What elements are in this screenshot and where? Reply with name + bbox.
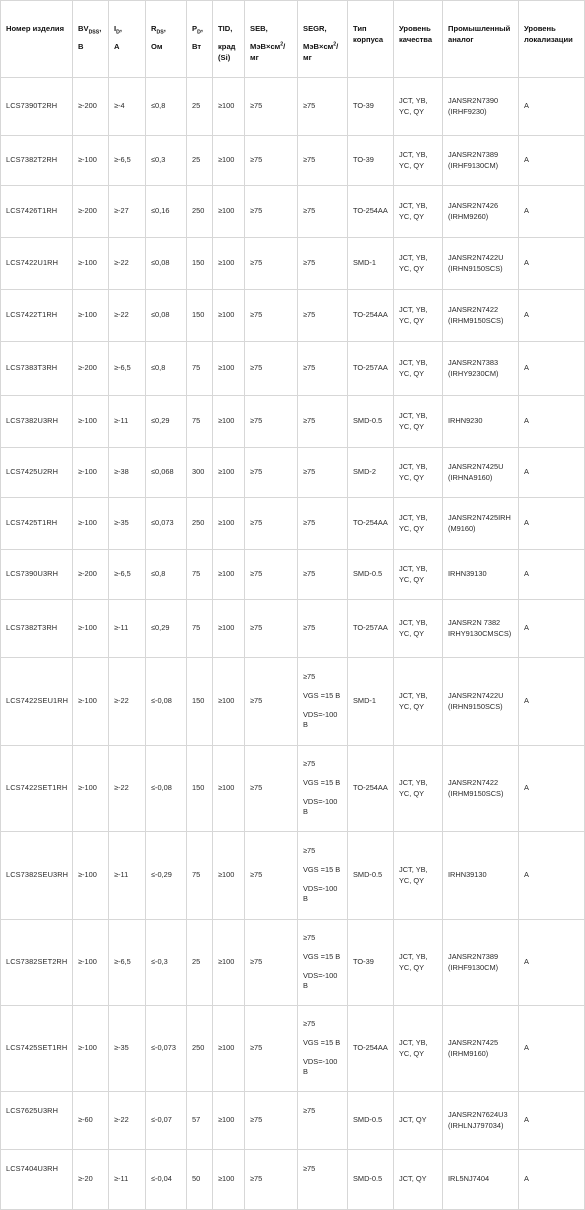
tid-cell: ≥100 (213, 832, 245, 920)
segr-line: VGS =15 В (303, 777, 341, 787)
pd-cell: 150 (187, 290, 213, 342)
localization-cell: A (519, 600, 585, 658)
table-row (1, 136, 585, 186)
part-number-cell: LCS7383T3RH (1, 342, 73, 396)
analog-cell: JANSR2N7389 (IRHF9130CM) (443, 136, 519, 186)
segr-line: ≥75 (303, 101, 316, 111)
table-row (1, 78, 585, 136)
part-number-cell: LCS7425U2RH (1, 448, 73, 498)
part-number-cell: LCS7422SET1RH (1, 746, 73, 832)
table-row (1, 1006, 585, 1092)
rds-cell: ≤0,8 (146, 550, 187, 600)
seb-cell: ≥75 (245, 746, 298, 832)
header-segr: SEGR, $МэВ\times см^2/мг$ (298, 1, 348, 78)
package-cell: SMD-0.5 (348, 550, 394, 600)
tid-cell: ≥100 (213, 920, 245, 1006)
table-row (1, 1150, 585, 1210)
part-number-cell: LCS7382T3RH (1, 600, 73, 658)
package-cell: SMD-0.5 (348, 1150, 394, 1210)
localization-cell: A (519, 78, 585, 136)
pd-cell: 50 (187, 1150, 213, 1210)
bvdss-cell: ≥-200 (73, 550, 109, 600)
analog-cell: JANSR2N7425 (IRHM9160) (443, 1006, 519, 1092)
tid-cell: ≥100 (213, 658, 245, 746)
segr-line: ≥75 (303, 1164, 316, 1173)
analog-cell: JANSR2N7426 (IRHM9260) (443, 186, 519, 238)
package-cell: TO-257AA (348, 600, 394, 658)
table-header-row (1, 1, 585, 78)
part-number-cell: LCS7390T2RH (1, 78, 73, 136)
table-row (1, 396, 585, 448)
segr-line: ≥75 (303, 759, 316, 769)
seb-cell: ≥75 (245, 832, 298, 920)
segr-cell (298, 746, 348, 832)
header-analog: Промышленный аналог (443, 1, 519, 78)
tid-cell: ≥100 (213, 448, 245, 498)
table-row (1, 746, 585, 832)
segr-cell (298, 342, 348, 396)
rds-cell: ≤-0,08 (146, 746, 187, 832)
segr-line: ≥75 (303, 569, 316, 579)
part-number-cell: LCS7425T1RH (1, 498, 73, 550)
tid-cell: ≥100 (213, 1150, 245, 1210)
localization-cell: A (519, 290, 585, 342)
part-number-cell: LCS7382U3RH (1, 396, 73, 448)
bvdss-cell: ≥-100 (73, 658, 109, 746)
segr-cell (298, 498, 348, 550)
quality-cell: JCT, YB, YC, QY (394, 448, 443, 498)
tid-cell: ≥100 (213, 1006, 245, 1092)
quality-cell: JCT, YB, YC, QY (394, 290, 443, 342)
table-row (1, 550, 585, 600)
segr-line: VGS =15 В (303, 690, 341, 700)
id-cell: ≥-11 (109, 832, 146, 920)
part-number-cell: LCS7390U3RH (1, 550, 73, 600)
quality-cell: JCT, YB, YC, QY (394, 600, 443, 658)
rds-cell: ≤0,08 (146, 238, 187, 290)
segr-line: VDS=-100 В (303, 709, 338, 730)
analog-cell: JANSR2N7425IRH (M9160) (443, 498, 519, 550)
quality-cell: JCT, YB, YC, QY (394, 136, 443, 186)
segr-line: VDS=-100 В (303, 796, 338, 817)
id-cell: ≥-22 (109, 746, 146, 832)
segr-cell (298, 290, 348, 342)
rds-cell: ≤0,073 (146, 498, 187, 550)
localization-cell: A (519, 920, 585, 1006)
quality-cell: JCT, YB, YC, QY (394, 78, 443, 136)
segr-line: ≥75 (303, 623, 316, 633)
header-bvdss: $BV_{DSS}$, В (73, 1, 109, 78)
rds-cell: ≤0,29 (146, 600, 187, 658)
bvdss-cell: ≥-100 (73, 832, 109, 920)
pd-cell: 150 (187, 238, 213, 290)
rds-cell: ≤0,29 (146, 396, 187, 448)
tid-cell: ≥100 (213, 746, 245, 832)
header-tid: TID, крад (Si) (213, 1, 245, 78)
id-cell: ≥-6,5 (109, 550, 146, 600)
header-package: Тип корпуса (348, 1, 394, 78)
pd-cell: 250 (187, 186, 213, 238)
rds-cell: ≤0,8 (146, 342, 187, 396)
id-cell: ≥-4 (109, 78, 146, 136)
header-id: $I_D$, А (109, 1, 146, 78)
pd-cell: 75 (187, 550, 213, 600)
analog-cell: JANSR2N7383 (IRHY9230CM) (443, 342, 519, 396)
seb-cell: ≥75 (245, 600, 298, 658)
tid-cell: ≥100 (213, 550, 245, 600)
localization-cell: A (519, 658, 585, 746)
part-number-cell: LCS7426T1RH (1, 186, 73, 238)
id-cell: ≥-22 (109, 290, 146, 342)
table-row (1, 658, 585, 746)
localization-cell: A (519, 342, 585, 396)
table-row (1, 238, 585, 290)
segr-cell (298, 600, 348, 658)
part-number-cell: LCS7422SEU1RH (1, 658, 73, 746)
pd-cell: 150 (187, 658, 213, 746)
seb-cell: ≥75 (245, 1006, 298, 1092)
bvdss-cell: ≥-100 (73, 396, 109, 448)
package-cell: TO-39 (348, 136, 394, 186)
segr-line: ≥75 (303, 1019, 316, 1029)
seb-cell: ≥75 (245, 186, 298, 238)
quality-cell: JCT, YB, YC, QY (394, 186, 443, 238)
header-part-number: Номер изделия (1, 1, 73, 78)
table-row (1, 832, 585, 920)
bvdss-cell: ≥-100 (73, 920, 109, 1006)
pd-cell: 57 (187, 1092, 213, 1150)
package-cell: SMD-0.5 (348, 396, 394, 448)
part-number-cell: LCS7425SET1RH (1, 1006, 73, 1092)
segr-cell (298, 136, 348, 186)
quality-cell: JCT, YB, YC, QY (394, 550, 443, 600)
segr-line: ≥75 (303, 363, 316, 373)
tid-cell: ≥100 (213, 78, 245, 136)
bvdss-cell: ≥-100 (73, 746, 109, 832)
header-pd: $P_D$, Вт (187, 1, 213, 78)
segr-cell (298, 920, 348, 1006)
seb-cell: ≥75 (245, 136, 298, 186)
pd-cell: 75 (187, 396, 213, 448)
package-cell: TO-254AA (348, 498, 394, 550)
id-cell: ≥-27 (109, 186, 146, 238)
rds-cell: ≤-0,04 (146, 1150, 187, 1210)
tid-cell: ≥100 (213, 290, 245, 342)
localization-cell: A (519, 746, 585, 832)
segr-line: ≥75 (303, 1106, 316, 1115)
seb-cell: ≥75 (245, 342, 298, 396)
seb-cell: ≥75 (245, 1150, 298, 1210)
analog-cell: JANSR2N7624U3 (IRHLNJ797034) (443, 1092, 519, 1150)
package-cell: SMD-0.5 (348, 832, 394, 920)
header-seb: SEB, $МэВ\times см^2/мг$ (245, 1, 298, 78)
package-cell: SMD-1 (348, 658, 394, 746)
segr-line: VGS =15 В (303, 864, 341, 874)
table-row (1, 498, 585, 550)
localization-cell: A (519, 136, 585, 186)
bvdss-cell: ≥-200 (73, 78, 109, 136)
pd-cell: 25 (187, 920, 213, 1006)
bvdss-cell: ≥-60 (73, 1092, 109, 1150)
package-cell: TO-254AA (348, 1006, 394, 1092)
seb-cell: ≥75 (245, 448, 298, 498)
table-body (1, 78, 585, 1210)
localization-cell: A (519, 186, 585, 238)
segr-line: ≥75 (303, 310, 316, 320)
seb-cell: ≥75 (245, 1092, 298, 1150)
seb-cell: ≥75 (245, 498, 298, 550)
pd-cell: 25 (187, 136, 213, 186)
bvdss-cell: ≥-100 (73, 290, 109, 342)
analog-cell: JANSR2N7422 (IRHM9150SCS) (443, 290, 519, 342)
bvdss-cell: ≥-200 (73, 342, 109, 396)
localization-cell: A (519, 448, 585, 498)
segr-cell (298, 550, 348, 600)
rds-cell: ≤0,068 (146, 448, 187, 498)
segr-line: ≥75 (303, 206, 316, 216)
localization-cell: A (519, 238, 585, 290)
package-cell: TO-254AA (348, 186, 394, 238)
id-cell: ≥-22 (109, 1092, 146, 1150)
seb-cell: ≥75 (245, 920, 298, 1006)
id-cell: ≥-6,5 (109, 342, 146, 396)
table-row (1, 448, 585, 498)
seb-cell: ≥75 (245, 550, 298, 600)
bvdss-cell: ≥-20 (73, 1150, 109, 1210)
tid-cell: ≥100 (213, 136, 245, 186)
analog-cell: IRHN9230 (443, 396, 519, 448)
table-row (1, 290, 585, 342)
bvdss-cell: ≥-100 (73, 1006, 109, 1092)
bvdss-cell: ≥-100 (73, 136, 109, 186)
localization-cell: A (519, 832, 585, 920)
localization-cell: A (519, 1092, 585, 1150)
bvdss-cell: ≥-100 (73, 448, 109, 498)
package-cell: TO-254AA (348, 290, 394, 342)
table-row (1, 920, 585, 1006)
table-row (1, 186, 585, 238)
analog-cell: JANSR2N7422 (IRHM9150SCS) (443, 746, 519, 832)
rds-cell: ≤0,3 (146, 136, 187, 186)
rds-cell: ≤-0,07 (146, 1092, 187, 1150)
part-number-cell: LCS7404U3RH (1, 1150, 73, 1210)
id-cell: ≥-22 (109, 658, 146, 746)
quality-cell: JCT, YB, YC, QY (394, 746, 443, 832)
analog-cell: IRHN39130 (443, 550, 519, 600)
package-cell: TO-39 (348, 920, 394, 1006)
analog-cell: JANSR2N7422U (IRHN9150SCS) (443, 658, 519, 746)
quality-cell: JCT, YB, YC, QY (394, 238, 443, 290)
pd-cell: 75 (187, 342, 213, 396)
rds-cell: ≤-0,29 (146, 832, 187, 920)
tid-cell: ≥100 (213, 186, 245, 238)
package-cell: TO-257AA (348, 342, 394, 396)
rds-cell: ≤0,08 (146, 290, 187, 342)
rds-cell: ≤0,8 (146, 78, 187, 136)
part-number-cell: LCS7625U3RH (1, 1092, 73, 1150)
segr-cell (298, 78, 348, 136)
localization-cell: A (519, 550, 585, 600)
table-row (1, 600, 585, 658)
package-cell: SMD-0.5 (348, 1092, 394, 1150)
segr-line: ≥75 (303, 846, 316, 856)
part-number-cell: LCS7382SET2RH (1, 920, 73, 1006)
analog-cell: JANSR2N 7382 IRHY9130CMSCS) (443, 600, 519, 658)
localization-cell: A (519, 1150, 585, 1210)
quality-cell: JCT, QY (394, 1150, 443, 1210)
quality-cell: JCT, YB, YC, QY (394, 658, 443, 746)
tid-cell: ≥100 (213, 1092, 245, 1150)
segr-line: VDS=-100 В (303, 970, 338, 991)
segr-cell (298, 658, 348, 746)
package-cell: TO-254AA (348, 746, 394, 832)
pd-cell: 250 (187, 1006, 213, 1092)
id-cell: ≥-38 (109, 448, 146, 498)
seb-cell: ≥75 (245, 290, 298, 342)
part-number-cell: LCS7382SEU3RH (1, 832, 73, 920)
analog-cell: JANSR2N7390 (IRHF9230) (443, 78, 519, 136)
analog-cell: JANSR2N7389 (IRHF9130CM) (443, 920, 519, 1006)
id-cell: ≥-22 (109, 238, 146, 290)
seb-cell: ≥75 (245, 658, 298, 746)
analog-cell: IRHN39130 (443, 832, 519, 920)
pd-cell: 75 (187, 832, 213, 920)
segr-cell (298, 1006, 348, 1092)
table-row (1, 342, 585, 396)
analog-cell: JANSR2N7422U (IRHN9150SCS) (443, 238, 519, 290)
seb-cell: ≥75 (245, 238, 298, 290)
segr-cell (298, 1150, 348, 1210)
seb-cell: ≥75 (245, 396, 298, 448)
header-quality: Уровень качества (394, 1, 443, 78)
localization-cell: A (519, 396, 585, 448)
localization-cell: A (519, 1006, 585, 1092)
segr-cell (298, 832, 348, 920)
quality-cell: JCT, YB, YC, QY (394, 342, 443, 396)
part-number-cell: LCS7422U1RH (1, 238, 73, 290)
id-cell: ≥-35 (109, 1006, 146, 1092)
pd-cell: 75 (187, 600, 213, 658)
segr-line: VGS =15 В (303, 1037, 341, 1047)
bvdss-cell: ≥-100 (73, 498, 109, 550)
tid-cell: ≥100 (213, 396, 245, 448)
localization-cell: A (519, 498, 585, 550)
segr-line: VDS=-100 В (303, 1056, 338, 1077)
rds-cell: ≤-0,08 (146, 658, 187, 746)
quality-cell: JCT, YB, YC, QY (394, 1006, 443, 1092)
id-cell: ≥-6,5 (109, 136, 146, 186)
segr-line: ≥75 (303, 155, 316, 165)
id-cell: ≥-11 (109, 1150, 146, 1210)
pd-cell: 25 (187, 78, 213, 136)
bvdss-cell: ≥-200 (73, 186, 109, 238)
quality-cell: JCT, YB, YC, QY (394, 920, 443, 1006)
segr-cell (298, 448, 348, 498)
header-rds: $R_{DS}$, Ом (146, 1, 187, 78)
package-cell: SMD-1 (348, 238, 394, 290)
segr-line: ≥75 (303, 258, 316, 268)
id-cell: ≥-35 (109, 498, 146, 550)
rds-cell: ≤0,16 (146, 186, 187, 238)
id-cell: ≥-6,5 (109, 920, 146, 1006)
segr-line: ≥75 (303, 467, 316, 477)
table-row (1, 1092, 585, 1150)
seb-cell: ≥75 (245, 78, 298, 136)
pd-cell: 300 (187, 448, 213, 498)
id-cell: ≥-11 (109, 396, 146, 448)
tid-cell: ≥100 (213, 238, 245, 290)
quality-cell: JCT, YB, YC, QY (394, 396, 443, 448)
quality-cell: JCT, QY (394, 1092, 443, 1150)
part-number-cell: LCS7382T2RH (1, 136, 73, 186)
id-cell: ≥-11 (109, 600, 146, 658)
header-localization: Уровень локализации (519, 1, 585, 78)
package-cell: SMD-2 (348, 448, 394, 498)
tid-cell: ≥100 (213, 600, 245, 658)
quality-cell: JCT, YB, YC, QY (394, 498, 443, 550)
segr-line: ≥75 (303, 933, 316, 943)
segr-cell (298, 238, 348, 290)
quality-cell: JCT, YB, YC, QY (394, 832, 443, 920)
part-number-cell: LCS7422T1RH (1, 290, 73, 342)
tid-cell: ≥100 (213, 498, 245, 550)
package-cell: TO-39 (348, 78, 394, 136)
rds-cell: ≤-0,3 (146, 920, 187, 1006)
rds-cell: ≤-0,073 (146, 1006, 187, 1092)
pd-cell: 250 (187, 498, 213, 550)
segr-line: VDS=-100 В (303, 883, 338, 904)
segr-cell (298, 186, 348, 238)
segr-cell (298, 1092, 348, 1150)
pd-cell: 150 (187, 746, 213, 832)
segr-line: VGS =15 В (303, 951, 341, 961)
segr-line: ≥75 (303, 518, 316, 528)
analog-cell: JANSR2N7425U (IRHNA9160) (443, 448, 519, 498)
bvdss-cell: ≥-100 (73, 600, 109, 658)
segr-cell (298, 396, 348, 448)
analog-cell: IRL5NJ7404 (443, 1150, 519, 1210)
segr-line: ≥75 (303, 416, 316, 426)
segr-line: ≥75 (303, 672, 316, 682)
bvdss-cell: ≥-100 (73, 238, 109, 290)
tid-cell: ≥100 (213, 342, 245, 396)
